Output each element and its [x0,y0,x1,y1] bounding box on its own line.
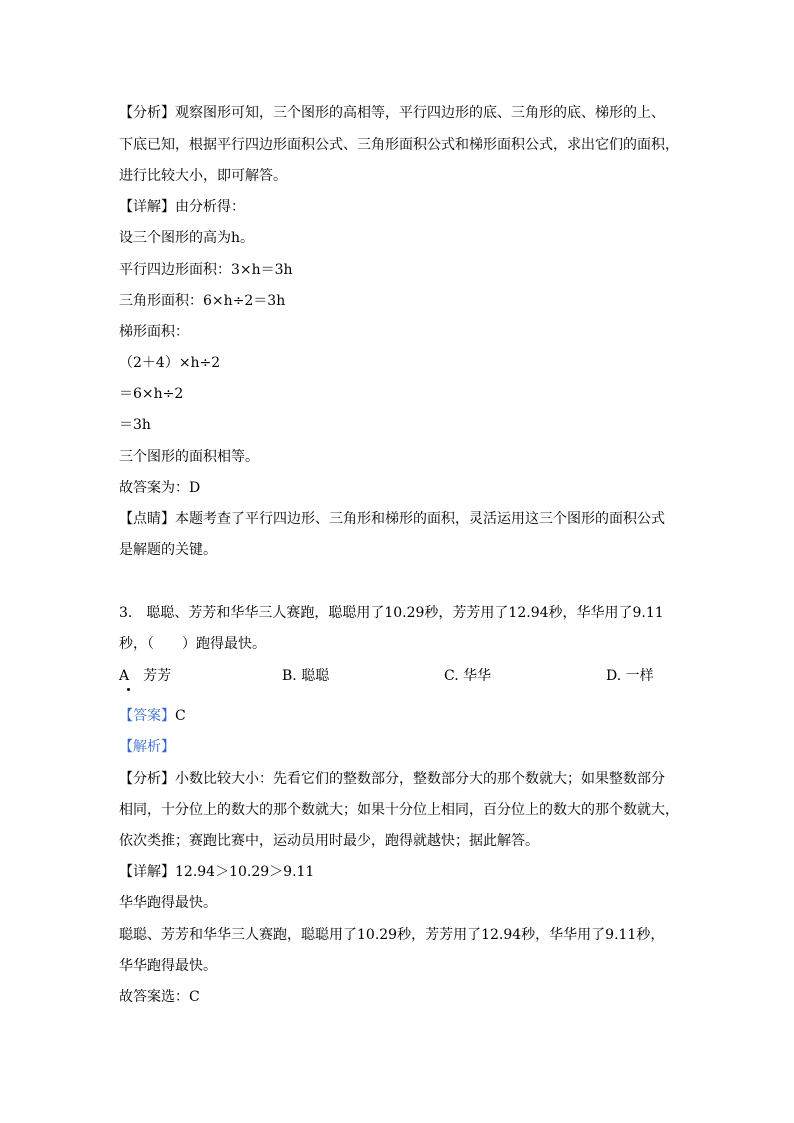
emphasis-dot [127,688,130,691]
option-d: D. 一样 [606,668,654,684]
analysis-line-3: 进行比较大小，即可解答。 [119,168,287,184]
analysis-text: 观察图形可知，三个图形的高相等，平行四边形的底、三角形的底、梯形的上、 [175,105,665,121]
detail-step: 故答案为：D [119,480,201,496]
explain-tag: 【解析】 [119,739,175,755]
detail-3-line [119,863,314,881]
detail-step: 梯形面积： [119,324,189,340]
answer-value: C [175,708,186,724]
option-c: C. 华华 [444,668,492,684]
detail-3-step: 华华跑得最快。 [119,958,217,974]
detail-step: 三个图形的面积相等。 [119,449,259,465]
analysis-tag: 【分析】 [119,105,175,121]
point-tag: 【点睛】 [119,511,175,527]
analysis-line-1 [119,104,665,122]
analysis-3-line-3: 依次类推；赛跑比赛中，运动员用时最少，跑得就越快；据此解答。 [119,833,539,849]
answer-line [119,707,186,725]
detail-step: 三角形面积：6×h÷2＝3h [119,293,286,309]
detail-intro: 由分析得： [175,199,245,215]
detail-3-step: 故答案选：C [119,989,200,1005]
detail-3-tag: 【详解】 [119,864,175,880]
detail-3-step: 聪聪、芳芳和华华三人赛跑，聪聪用了10.29秒，芳芳用了12.94秒，华华用了9.11秒， [119,927,665,943]
analysis-3-line-1 [119,770,665,788]
analysis-3-tag: 【分析】 [119,771,175,787]
detail-step: 设三个图形的高为h。 [119,230,255,246]
detail-step: ＝3h [119,417,151,433]
detail-line [119,198,245,216]
question-3-line-1: 3. 聪聪、芳芳和华华三人赛跑，聪聪用了10.29秒，芳芳用了12.94秒，华华用了9.11 [119,605,664,621]
option-a: A 芳芳 [119,668,172,684]
analysis-3-text: 小数比较大小：先看它们的整数部分，整数部分大的那个数就大；如果整数部分 [175,771,665,787]
option-b: B. 聪聪 [282,668,330,684]
analysis-3-line-2: 相同，十分位上的数大的那个数就大；如果十分位上相同，百分位上的数大的那个数就大， [119,802,679,818]
detail-step: 平行四边形面积：3×h＝3h [119,262,293,278]
analysis-line-2: 下底已知，根据平行四边形面积公式、三角形面积公式和梯形面积公式，求出它们的面积， [119,137,679,153]
detail-step: ＝6×h÷2 [119,386,184,402]
question-3-line-2: 秒，（ ）跑得最快。 [119,636,266,652]
detail-step: （2＋4）×h÷2 [119,355,221,371]
detail-tag: 【详解】 [119,199,175,215]
detail-3-intro: 12.94＞10.29＞9.11 [175,864,315,880]
answer-tag: 【答案】 [119,708,175,724]
detail-3-step: 华华跑得最快。 [119,895,217,911]
point-line-1 [119,510,665,528]
point-text: 本题考查了平行四边形、三角形和梯形的面积，灵活运用这三个图形的面积公式 [175,511,665,527]
point-line-2: 是解题的关键。 [119,542,217,558]
